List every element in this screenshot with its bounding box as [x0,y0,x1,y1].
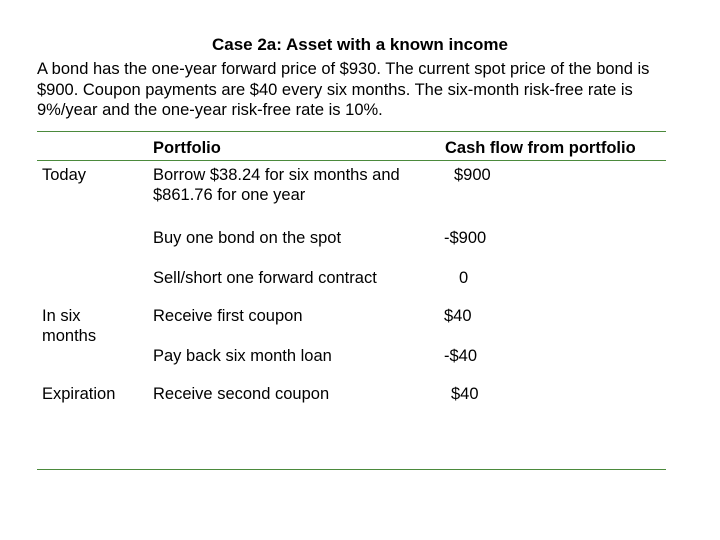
cash-flow-value: $40 [451,385,479,403]
portfolio-line: Borrow $38.24 for six months and [153,166,400,184]
period-expiration: Expiration [42,385,116,403]
table-bottom-rule [37,469,666,470]
cash-flow-value: -$40 [444,347,478,365]
portfolio-line: $861.76 for one year [153,186,306,204]
header-portfolio: Portfolio [153,139,221,157]
cash-flow-value: $40 [444,307,472,325]
portfolio-line: Receive first coupon [153,307,303,325]
cash-flow-value: 0 [459,269,469,287]
portfolio-line: Sell/short one forward contract [153,269,377,287]
period-in-six-months: In six [42,307,81,325]
table-top-rule [37,131,666,132]
portfolio-line: Pay back six month loan [153,347,332,365]
cash-flow-value: $900 [454,166,491,184]
slide-title: Case 2a: Asset with a known income [211,35,508,54]
period-in-six-months: months [42,327,97,345]
cash-flow-value: -$900 [444,229,487,247]
portfolio-line: Receive second coupon [153,385,330,403]
header-cash-flow: Cash flow from portfolio [445,139,636,157]
period-today: Today [42,166,87,184]
problem-statement: A bond has the one-year forward price of $930. The current spot price of the bond is $900. Coupon payments are $40 every six months. The six-month risk-free rate is 9%/year and the one-year risk-free rate is 10%. [37,60,650,119]
portfolio-line: Buy one bond on the spot [153,229,342,247]
table-header-rule [37,160,666,161]
